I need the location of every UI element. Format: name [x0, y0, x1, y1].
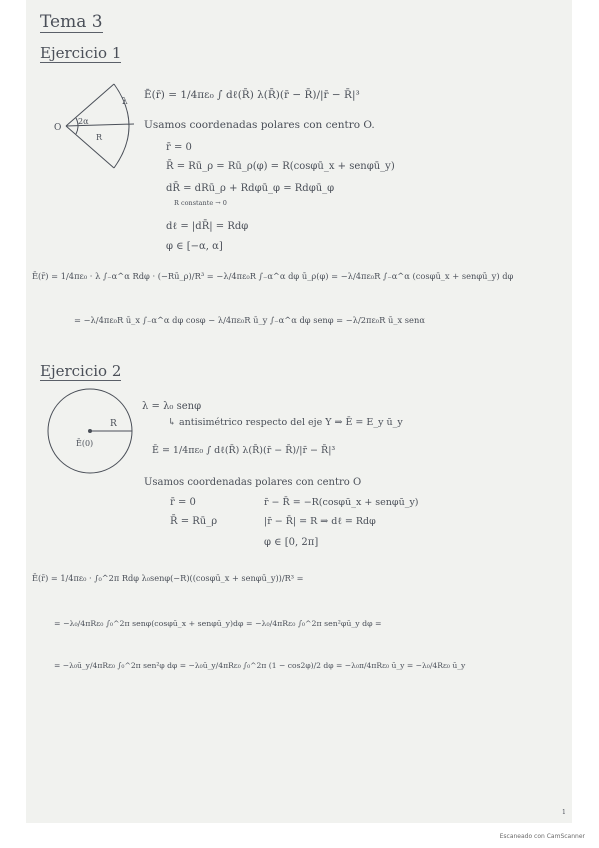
ej2-ring-diagram — [40, 386, 150, 486]
ej1-sector-diagram — [34, 76, 144, 176]
ej2-heading: Ejercicio 2 — [40, 362, 122, 380]
ej2-line-2: Ē = 1/4πε₀ ∫ dℓ(R̄) λ(R̄)(r̄ − R̄)/|r̄ − R̄|³ — [152, 445, 336, 456]
ej2-line-4: r̄ = 0 — [170, 497, 196, 508]
ej1-line-0: Ē(r̄) = 1/4πε₀ ∫ dℓ(R̄) λ(R̄)(r̄ − R̄)/|r̄ − R̄|³ — [144, 89, 360, 101]
ej1-line-6: dℓ = |dR̄| = Rdφ — [166, 221, 249, 232]
ej2-line-9: Ē(r̄) = 1/4πε₀ · ∫₀^2π Rdφ λ₀senφ(−R)((cosφū_x + senφū_y))/R³ = — [32, 573, 304, 583]
ej1-line-7: φ ∈ [−α, α] — [166, 241, 223, 252]
ej1-line-3: R̄ = Rū_ρ = Rū_ρ(φ) = R(cosφū_x + senφū_y) — [166, 161, 395, 172]
ej1-heading: Ejercicio 1 — [40, 44, 122, 62]
ej1-line-5: R constante → 0 — [174, 199, 227, 207]
ej1-line-9: = −λ/4πε₀R ū_x ∫₋α^α dφ cosφ − λ/4πε₀R ū_y ∫₋α^α dφ senφ = −λ/2πε₀R ū_x senα — [74, 315, 425, 325]
ej1-radius-label: R — [96, 133, 103, 142]
ej2-line-1: ↳ antisimétrico respecto del eje Y ⇒ Ē = E_y ū_y — [168, 417, 403, 428]
ej1-line-2: r̄ = 0 — [166, 142, 192, 153]
scanner-footer: Escaneado con CamScanner — [499, 833, 585, 840]
ej2-field-label: Ē(0) — [76, 439, 94, 448]
ej2-line-0: λ = λ₀ senφ — [142, 401, 202, 412]
ej2-line-3: Usamos coordenadas polares con centro O — [144, 477, 362, 488]
ej2-line-5: r̄ − R̄ = −R(cosφū_x + senφū_y) — [264, 497, 419, 508]
ej2-line-8: φ ∈ [0, 2π] — [264, 537, 319, 548]
ej1-origin-label: O — [54, 123, 62, 133]
ej2-line-11: = −λ₀ū_y/4πRε₀ ∫₀^2π sen²φ dφ = −λ₀ū_y/4πRε₀ ∫₀^2π (1 − cos2φ)/2 dφ = −λ₀π/4πRε₀ ū_y = −λ₀/4Rε₀ ū_y — [54, 661, 466, 670]
ej2-line-6: R̄ = Rū_ρ — [170, 516, 218, 527]
ej2-radius-label: R — [110, 419, 117, 429]
ej1-arc-label: λ — [122, 97, 128, 107]
page-title: Tema 3 — [40, 12, 103, 32]
page-mark: 1 — [562, 809, 566, 816]
ej1-line-4: dR̄ = dRū_ρ + Rdφū_φ = Rdφū_φ — [166, 183, 335, 194]
ej2-line-10: = −λ₀/4πRε₀ ∫₀^2π senφ(cosφū_x + senφū_y)dφ = −λ₀/4πRε₀ ∫₀^2π sen²φū_y dφ = — [54, 619, 382, 628]
ej1-line-1: Usamos coordenadas polares con centro O. — [144, 119, 375, 131]
ej1-angle-label: 2α — [78, 117, 89, 126]
ej2-line-7: |r̄ − R̄| = R ⇒ dℓ = Rdφ — [264, 516, 376, 527]
paper-sheet — [26, 0, 572, 823]
ej1-line-8: Ē(r̄) = 1/4πε₀ · λ ∫₋α^α Rdφ · (−Rū_ρ)/R³ = −λ/4πε₀R ∫₋α^α dφ ū_ρ(φ) = −λ/4πε₀R ∫₋α^α (cosφū_x + senφū_y) dφ — [32, 271, 514, 281]
